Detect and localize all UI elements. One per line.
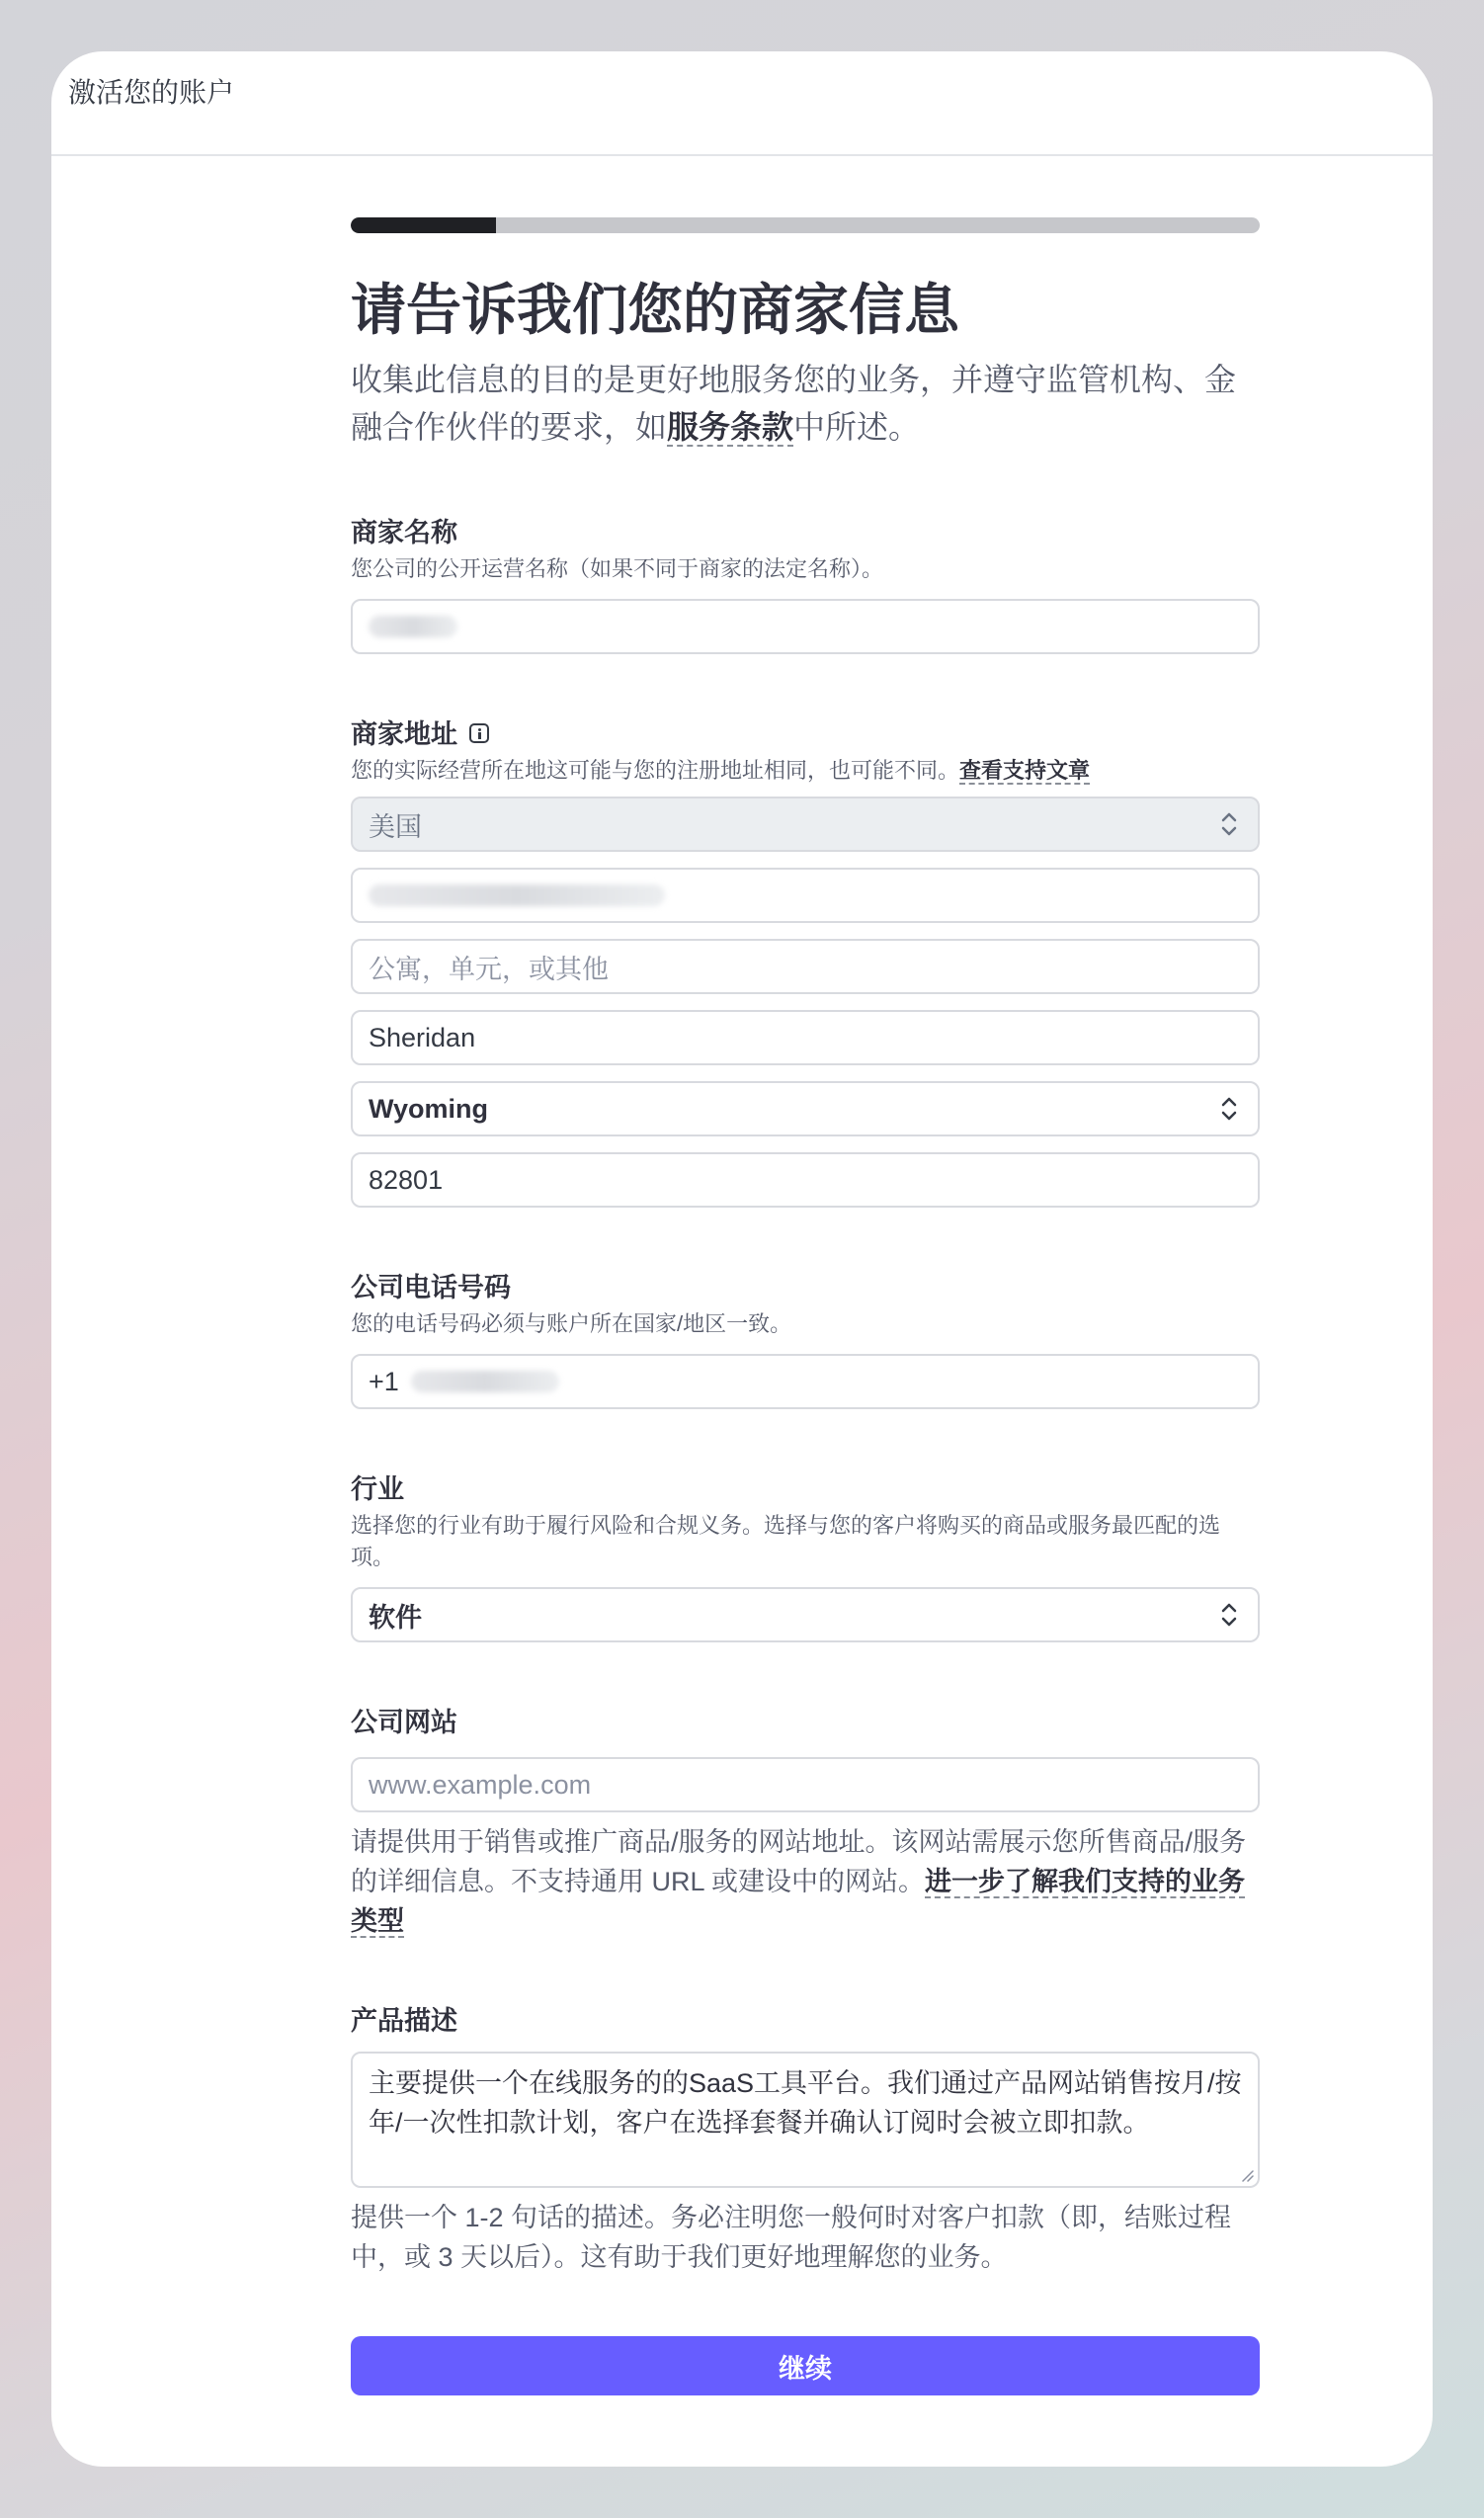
country-select[interactable] [351,797,1260,852]
resize-handle-icon[interactable] [1240,2168,1254,2182]
country-value: 美国 [369,811,422,842]
industry-select[interactable] [351,1587,1260,1642]
business-name-input[interactable] [351,599,1260,654]
business-address-help-text: 您的实际经营所在地这可能与您的注册地址相同，也可能不同。 [351,758,960,783]
page-description-text: 收集此信息的目的是更好地服务您的业务，并遵守监管机构、金融合作伙伴的要求，如 [351,362,1237,445]
business-address-label-text: 商家地址 [351,719,457,749]
zip-value: 82801 [369,1164,444,1195]
city-value: Sheridan [369,1022,476,1052]
state-select[interactable] [351,1081,1260,1136]
product-section [351,2004,1260,2277]
phone-input[interactable] [351,1354,1260,1409]
product-description-value: 主要提供一个在线服务的的SaaS工具平台。我们通过产品网站销售按月/按年/一次性扣款计划，客户在选择套餐并确认订阅时会被立即扣款。 [369,2068,1242,2138]
chevron-up-down-icon [1218,809,1240,839]
address-line2-placeholder: 公寓，单元，或其他 [369,954,609,984]
city-input[interactable] [351,1010,1260,1065]
industry-section [351,1472,1260,1642]
website-help-text: 请提供用于销售或推广商品/服务的网站地址。该网站需展示您所售商品/服务的详细信息。不支持通用 URL 或建设中的网站。 [351,1827,1247,1896]
progress-bar-fill [351,217,496,233]
info-icon[interactable] [469,723,489,743]
progress-bar [351,217,1260,233]
phone-help: 您的电话号码必须与账户所在国家/地区一致。 [351,1311,792,1336]
support-article-link[interactable]: 查看支持文章 [959,758,1091,783]
industry-value: 软件 [369,1602,422,1633]
chevron-up-down-icon [1218,1094,1240,1124]
product-description-help: 提供一个 1-2 句话的描述。务必注明您一般何时对客户扣款（即，结账过程中，或 3 天以后）。这有助于我们更好地理解您的业务。 [351,2203,1232,2272]
page-description-suffix: 中所述。 [793,409,921,445]
window-title: 激活您的账户 [68,77,235,108]
business-address-section [351,717,1260,1208]
product-description-textarea[interactable] [351,2052,1260,2188]
redacted-value [369,884,665,906]
phone-section [351,1271,1260,1409]
business-address-help [351,755,1260,787]
state-value: Wyoming [369,1093,488,1124]
website-input[interactable] [351,1757,1260,1812]
business-name-section [351,516,1260,654]
dialog-window [51,51,1433,2467]
industry-help: 选择您的行业有助于履行风险和合规义务。选择与您的客户将购买的商品或服务最匹配的选项。 [351,1513,1221,1569]
supported-business-types-link[interactable]: 进一步了解我们支持的业务类型 [351,1867,1246,1936]
website-label: 公司网站 [351,1708,457,1737]
page-title: 请告诉我们您的商家信息 [351,279,959,341]
redacted-value [411,1371,559,1392]
business-name-help: 您公司的公开运营名称（如果不同于商家的法定名称）。 [351,556,884,581]
phone-prefix: +1 [369,1366,399,1396]
page-description [351,356,1260,451]
continue-button[interactable]: 继续 [351,2336,1260,2395]
phone-label: 公司电话号码 [351,1273,511,1302]
website-placeholder: www.example.com [369,1769,592,1800]
website-section [351,1706,1260,1941]
redacted-value [369,616,457,637]
address-line2-input[interactable] [351,939,1260,994]
window-titlebar [51,51,1433,156]
form-content [351,217,1260,2395]
business-name-label: 商家名称 [351,518,457,547]
address-line1-input[interactable] [351,868,1260,923]
website-help [351,1822,1260,1941]
business-address-label [351,717,1260,751]
industry-label: 行业 [351,1474,404,1504]
zip-input[interactable] [351,1152,1260,1208]
chevron-up-down-icon [1218,1600,1240,1630]
product-description-label: 产品描述 [351,2006,457,2036]
terms-of-service-link[interactable]: 服务条款 [667,409,794,445]
